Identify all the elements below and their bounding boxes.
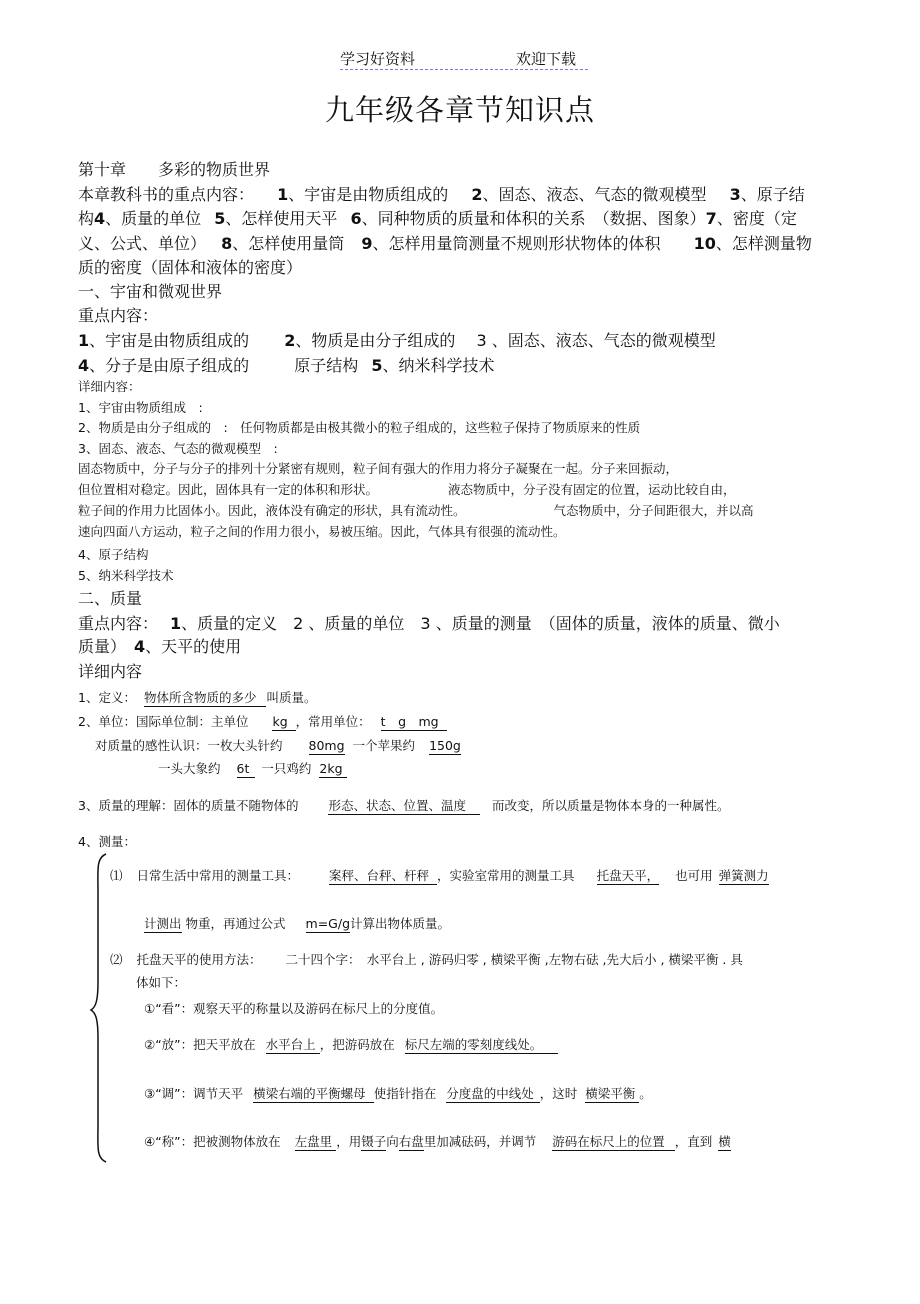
section2-key-line-1: 重点内容： 1、质量的定义 2 、质量的单位 3 、质量的测量 （固体的质量，液体的质量、微小 [78, 614, 780, 633]
mass-sense-line-2: 一头大象约 6t 一只鸡约 2kg [158, 759, 347, 777]
mass-sense-line-1: 对质量的感性认识：一枚大头针约 80mg 一个苹果约 150g [95, 738, 461, 753]
section1-paragraph-3: 粒子间的作用力比固体小。因此，液体没有确定的形状，具有流动性。 气态物质中，分子间距很大，并以高 [78, 503, 754, 518]
balance-step-look: ①“看”：观察天平的称量以及游码在标尺上的分度值。 [144, 1001, 444, 1016]
section1-detail-2: 2、物质是由分子组成的 : 任何物质都是由极其微小的粒子组成的，这些粒子保持了物质原来的性质 [78, 420, 641, 435]
section1-key-line-1: 1、宇宙是由物质组成的 2、物质是由分子组成的 3 、固态、液态、气态的微观模型 [78, 331, 716, 350]
summary-line-4: 质的密度（固体和液体的密度） [78, 258, 303, 277]
section1-detail-4: 4、原子结构 [78, 547, 149, 562]
header-divider [340, 69, 588, 70]
measure-item-2: ⑵ 托盘天平的使用方法： 二十四个字： 水平台上 , 游码归零 , 横梁平衡 ,左物右砝 ,先大后小 , 横梁平衡 . 具 [110, 952, 743, 967]
section1-key-line-2: 4、分子是由原子组成的 原子结构 5、纳米科学技术 [78, 356, 495, 375]
summary-line-3: 义、公式、单位） 8、怎样使用量筒 9、怎样用量筒测量不规则形状物体的体积 10、怎样测量物 [78, 234, 812, 253]
header-right: 欢迎下载 [516, 50, 577, 68]
balance-step-adjust: ③“调”：调节天平 横梁右端的平衡螺母 使指针指在 分度盘的中线处 ，这时 横梁平衡 。 [144, 1086, 652, 1101]
section1-detail-3: 3、固态、液态、气态的微观模型 : [78, 441, 278, 456]
section1-detail-1: 1、宇宙由物质组成 : [78, 400, 203, 415]
mass-units: 2、单位：国际单位制：主单位 kg ，常用单位： t g mg [78, 712, 447, 730]
header-left: 学习好资料 [340, 50, 416, 68]
curly-brace [88, 852, 110, 1164]
mass-definition: 1、定义： 物体所含物质的多少 叫质量。 [78, 690, 317, 705]
measure-item-2-cont: 体如下： [136, 975, 187, 990]
section1-key-label: 重点内容： [78, 306, 159, 325]
balance-step-weigh: ④“称”：把被测物体放在 左盘里 ，用镊子向右盘里加减砝码，并调节 游码在标尺上的位置 ，直到 横 [144, 1134, 731, 1149]
section1-detail-label: 详细内容： [78, 379, 141, 394]
chapter-heading: 第十章 多彩的物质世界 [78, 160, 271, 179]
section1-paragraph-1: 固态物质中，分子与分子的排列十分紧密有规则，粒子间有强大的作用力将分子凝聚在一起。分子来回振动， [78, 461, 679, 476]
mass-understanding: 3、质量的理解：固体的质量不随物体的 形态、状态、位置、温度 而改变，所以质量是物体本身的一种属性。 [78, 798, 730, 813]
measurement-label: 4、测量： [78, 834, 136, 849]
summary-line-2: 构4、质量的单位 5、怎样使用天平 6、同种物质的质量和体积的关系 （数据、图象）7、密度（定 [78, 209, 797, 228]
section1-detail-5: 5、纳米科学技术 [78, 568, 174, 583]
section1-paragraph-4: 速向四面八方运动，粒子之间的作用力很小，易被压缩。因此，气体具有很强的流动性。 [78, 524, 566, 539]
page-title: 九年级各章节知识点 [324, 93, 595, 127]
summary-line-1: 本章教科书的重点内容： 1、宇宙是由物质组成的 2、固态、液态、气态的微观模型 3、原子结 [78, 185, 805, 204]
section1-heading: 一、宇宙和微观世界 [78, 282, 223, 301]
section2-heading: 二、质量 [78, 589, 143, 608]
section2-key-line-2: 质量） 4、天平的使用 [78, 637, 242, 656]
measure-item-1-cont: 计测出 物重，再通过公式 m=G/g计算出物体质量。 [144, 916, 451, 931]
measure-item-1: ⑴ 日常生活中常用的测量工具： 案秤、台秤、杆秤 ，实验室常用的测量工具 托盘天平， 也可用 弹簧测力 [110, 868, 769, 883]
section2-detail-label: 详细内容 [78, 662, 143, 681]
section1-paragraph-2: 但位置相对稳定。因此，固体具有一定的体积和形状。 液态物质中，分子没有固定的位置，运动比较自由， [78, 482, 736, 497]
balance-step-place: ②“放”：把天平放在 水平台上 ，把游码放在 标尺左端的零刻度线处。 [144, 1035, 558, 1053]
